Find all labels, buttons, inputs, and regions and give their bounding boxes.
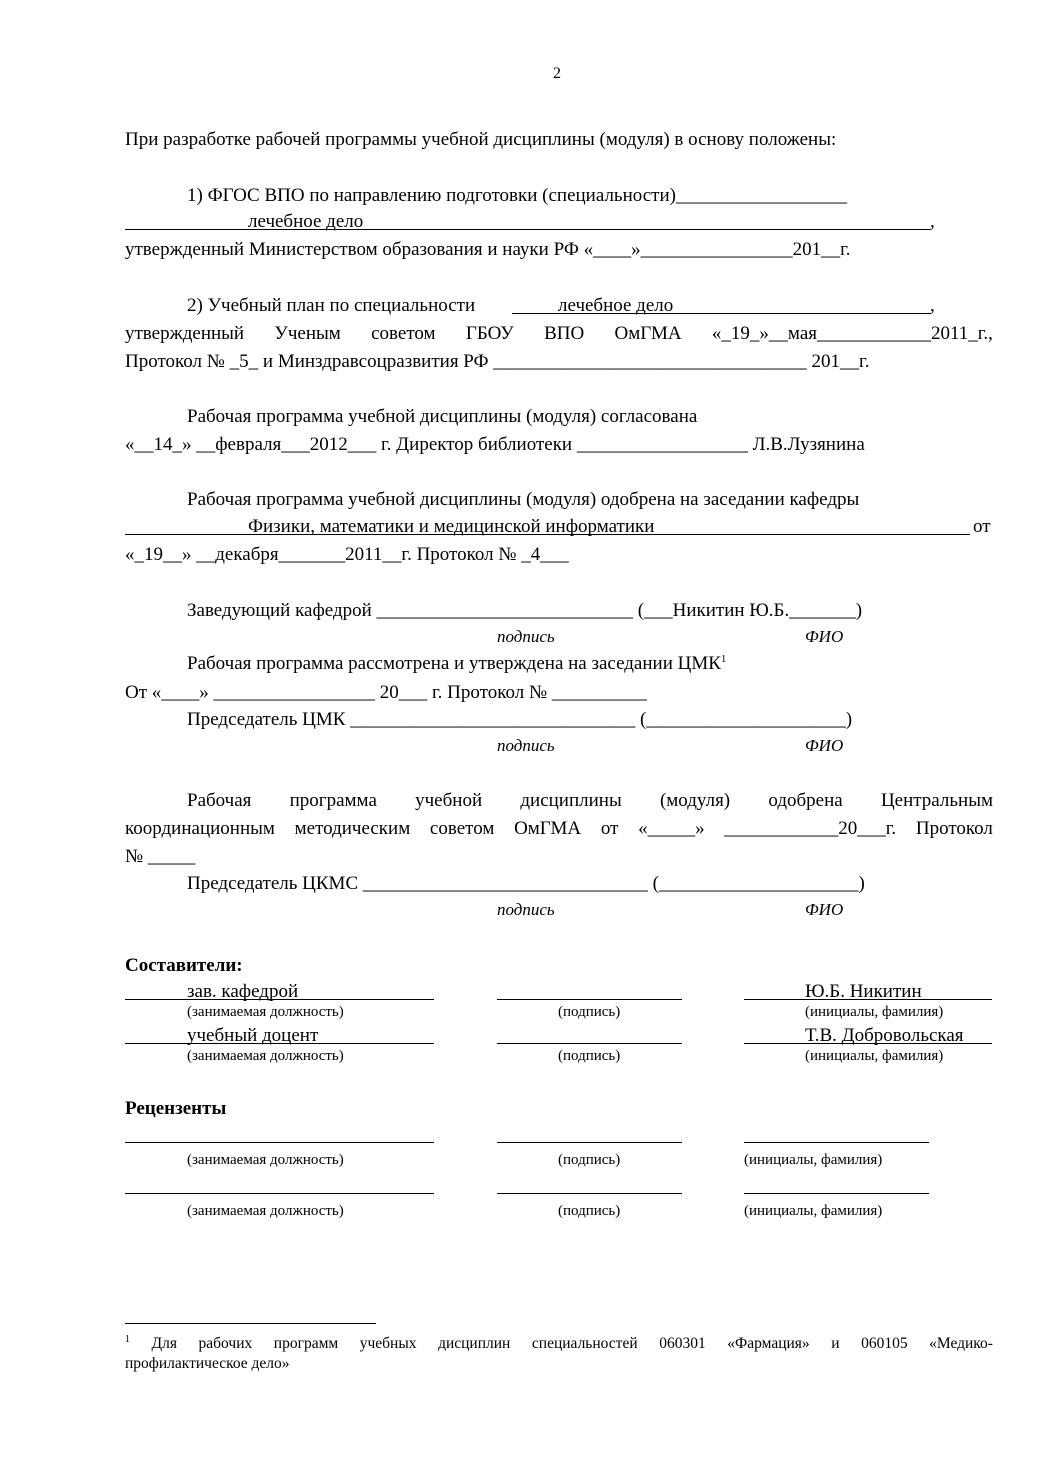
department-name: Физики, математики и медицинской информатики	[248, 516, 655, 537]
library-director-line: «__14_» __февраля___2012___ г. Директор библиотеки __________________ Л.В.Лузянина	[125, 434, 865, 455]
ckms-approval-line1: Рабочая программа учебной дисциплины (модуля) одобрена Центральным	[187, 790, 993, 811]
head-fio-label: ФИО	[805, 627, 844, 646]
footnote-ref: 1	[720, 653, 727, 665]
author-1-position-label: (занимаемая должность)	[187, 1004, 344, 1020]
author-1-name: Ю.Б. Никитин	[805, 981, 922, 1002]
author-2-name: Т.В. Добровольская	[805, 1025, 964, 1046]
cmk-protocol-line: От «____» _________________ 20___ г. Протокол № __________	[125, 682, 647, 703]
fgos-line: 1) ФГОС ВПО по направлению подготовки (специальности)__________________	[187, 185, 847, 206]
footnote-line1: $^1$ Для рабочих программ учебных дисциплин специальностей 060301 «Фармация» и 060105 «Медико-	[125, 1334, 993, 1352]
fgos-approved-line: утвержденный Министерством образования и науки РФ «____»________________201__г.	[125, 239, 851, 260]
ckms-chair-line: Председатель ЦКМС ______________________________ (_____________________)	[187, 873, 865, 894]
reviewer-2-signature-underline	[497, 1193, 682, 1194]
reviewer-2-position-underline	[125, 1193, 434, 1194]
reviewers-heading: Рецензенты	[125, 1098, 227, 1119]
reviewer-1-position-underline	[125, 1142, 434, 1143]
department-approval-text: Рабочая программа учебной дисциплины (модуля) одобрена на заседании кафедры	[187, 489, 860, 510]
department-protocol-line: «_19__» __декабря_______2011__г. Протокол № _4___	[125, 544, 569, 565]
reviewer-1-signature-label: (подпись)	[558, 1152, 621, 1168]
footnote-separator	[125, 1323, 376, 1324]
curriculum-specialty-value: лечебное дело	[558, 295, 674, 316]
author-2-signature-label: (подпись)	[558, 1048, 621, 1064]
fgos-comma: ,	[930, 211, 935, 232]
cmk-chair-line: Председатель ЦМК ______________________________ (_____________________)	[187, 709, 853, 730]
footnote-line2: профилактическое дело»	[125, 1355, 290, 1372]
reviewer-1-name-underline	[744, 1142, 929, 1143]
reviewer-1-position-label: (занимаемая должность)	[187, 1152, 344, 1168]
author-1-name-label: (инициалы, фамилия)	[805, 1004, 944, 1020]
ckms-fio-label: ФИО	[805, 900, 844, 919]
fgos-specialty-underline	[125, 229, 931, 230]
curriculum-comma: ,	[930, 295, 935, 316]
library-approval-text: Рабочая программа учебной дисциплины (модуля) согласована	[187, 406, 698, 427]
reviewer-2-name-underline	[744, 1193, 929, 1194]
reviewer-1-signature-underline	[497, 1142, 682, 1143]
reviewer-2-signature-label: (подпись)	[558, 1203, 621, 1219]
reviewer-1-name-label: (инициалы, фамилия)	[744, 1152, 883, 1168]
author-1-signature-underline	[497, 999, 682, 1000]
reviewer-2-name-label: (инициалы, фамилия)	[744, 1203, 883, 1219]
ckms-signature-label: подпись	[497, 900, 555, 919]
head-of-department-line: Заведующий кафедрой ___________________________ (___Никитин Ю.Б._______)	[187, 600, 863, 621]
department-ot: от	[973, 516, 991, 537]
cmk-approval-text: Рабочая программа рассмотрена и утверждена на заседании ЦМК$^1$	[187, 653, 727, 674]
head-signature-label: подпись	[497, 627, 555, 646]
authors-heading: Составители:	[125, 955, 243, 976]
ckms-approval-line2: координационным методическим советом ОмГМА от «_____» ____________20___г. Протокол	[125, 818, 993, 839]
footnote-number: 1	[125, 1334, 130, 1345]
fgos-specialty-value: лечебное дело	[248, 211, 364, 232]
curriculum-prefix: 2) Учебный план по специальности	[187, 295, 476, 316]
author-2-name-label: (инициалы, фамилия)	[805, 1048, 944, 1064]
author-2-signature-underline	[497, 1043, 682, 1044]
page-number: 2	[553, 65, 561, 82]
cmk-fio-label: ФИО	[805, 736, 844, 755]
curriculum-approved-line: утвержденный Ученым советом ГБОУ ВПО ОмГМА «_19_»__мая____________2011_г.,	[125, 323, 993, 344]
ckms-protocol-number: № _____	[125, 846, 196, 867]
author-1-signature-label: (подпись)	[558, 1004, 621, 1020]
author-1-position: зав. кафедрой	[187, 981, 299, 1002]
cmk-signature-label: подпись	[497, 736, 555, 755]
author-2-position: учебный доцент	[187, 1025, 319, 1046]
reviewer-2-position-label: (занимаемая должность)	[187, 1203, 344, 1219]
author-2-position-label: (занимаемая должность)	[187, 1048, 344, 1064]
intro-text: При разработке рабочей программы учебной дисциплины (модуля) в основу положены:	[125, 129, 837, 150]
curriculum-protocol-line: Протокол № _5_ и Минздравсоцразвития РФ _________________________________ 201__г.	[125, 351, 870, 372]
